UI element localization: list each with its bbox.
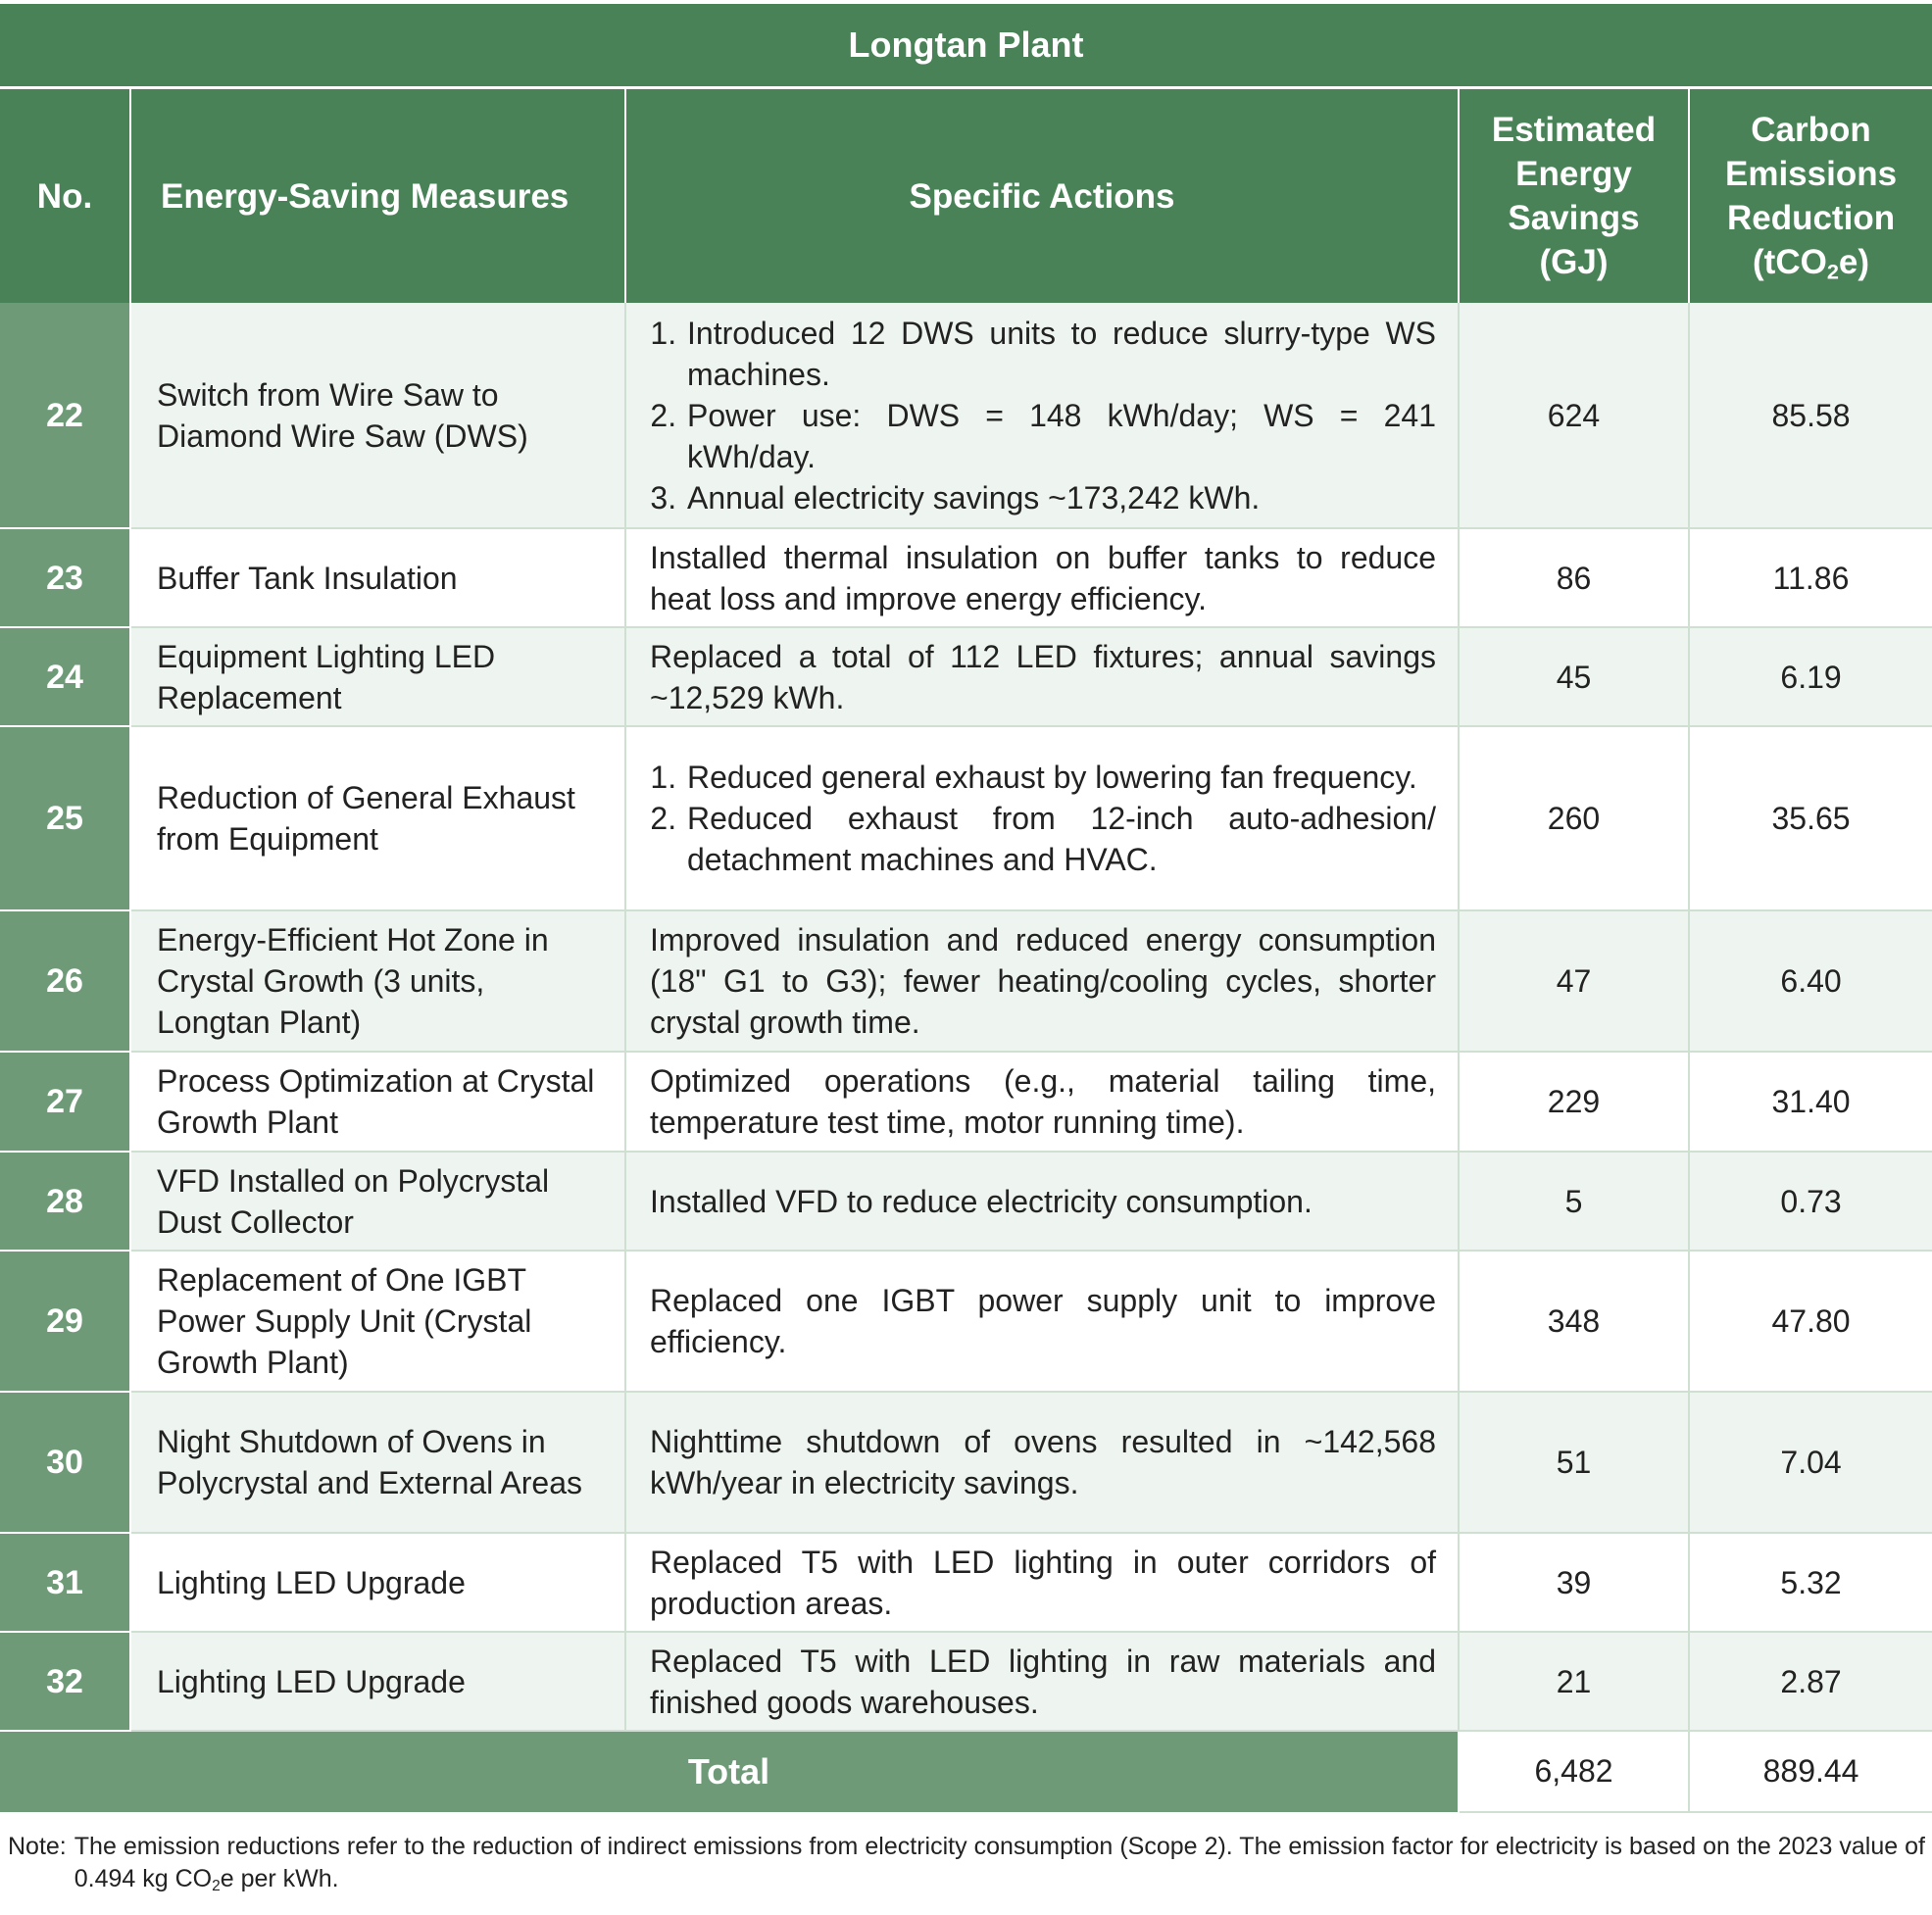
measure-cell: Reduction of General Exhaust from Equipment: [130, 726, 625, 910]
carbon-reduction-cell: 35.65: [1689, 726, 1932, 910]
measure-cell: Process Optimization at Crystal Growth Plant: [130, 1052, 625, 1152]
action-item: 1. Reduced general exhaust by lowering fan frequency.: [685, 757, 1436, 798]
table-row: [0, 528, 1932, 627]
carbon-reduction-cell: 0.73: [1689, 1152, 1932, 1251]
energy-savings-cell: 39: [1459, 1533, 1689, 1632]
table-row: [0, 910, 1932, 1052]
actions-cell: Replaced T5 with LED lighting in raw materials and finished goods warehouses.: [625, 1632, 1459, 1731]
row-number: 23: [0, 528, 130, 627]
row-number: 25: [0, 726, 130, 910]
total-energy-savings: 6,482: [1459, 1731, 1689, 1812]
table-row: [0, 303, 1932, 528]
row-number: 26: [0, 910, 130, 1052]
energy-savings-cell: 45: [1459, 627, 1689, 726]
table-row: [0, 1251, 1932, 1392]
header-carbon: Carbon Emissions Reduction (tCO$_2$e): [1689, 88, 1932, 304]
action-item: 3. Annual electricity savings ~173,242 kWh.: [685, 477, 1436, 518]
actions-cell: Replaced T5 with LED lighting in outer corridors of production areas.: [625, 1533, 1459, 1632]
row-number: 22: [0, 303, 130, 528]
action-item: 2. Reduced exhaust from 12-inch auto-adhesion/ detachment machines and HVAC.: [685, 798, 1436, 880]
carbon-reduction-cell: 11.86: [1689, 528, 1932, 627]
energy-savings-cell: 51: [1459, 1392, 1689, 1533]
energy-savings-cell: 86: [1459, 528, 1689, 627]
header-actions: Specific Actions: [625, 88, 1459, 304]
table-row: [0, 1533, 1932, 1632]
energy-savings-cell: 47: [1459, 910, 1689, 1052]
row-number: 32: [0, 1632, 130, 1731]
actions-cell: Replaced a total of 112 LED fixtures; annual savings ~12,529 kWh.: [625, 627, 1459, 726]
carbon-reduction-cell: 2.87: [1689, 1632, 1932, 1731]
header-no: No.: [0, 88, 130, 304]
carbon-reduction-cell: 7.04: [1689, 1392, 1932, 1533]
carbon-reduction-cell: 6.19: [1689, 627, 1932, 726]
total-carbon-reduction: 889.44: [1689, 1731, 1932, 1812]
measure-cell: Night Shutdown of Ovens in Polycrystal and External Areas: [130, 1392, 625, 1533]
carbon-reduction-cell: 6.40: [1689, 910, 1932, 1052]
row-number: 24: [0, 627, 130, 726]
header-row: [0, 88, 1932, 304]
table-row: [0, 1632, 1932, 1731]
carbon-reduction-cell: 85.58: [1689, 303, 1932, 528]
energy-savings-cell: 229: [1459, 1052, 1689, 1152]
energy-savings-cell: 624: [1459, 303, 1689, 528]
carbon-reduction-cell: 47.80: [1689, 1251, 1932, 1392]
measure-cell: VFD Installed on Polycrystal Dust Collector: [130, 1152, 625, 1251]
measure-cell: Lighting LED Upgrade: [130, 1533, 625, 1632]
row-number: 29: [0, 1251, 130, 1392]
energy-savings-cell: 5: [1459, 1152, 1689, 1251]
carbon-reduction-cell: 31.40: [1689, 1052, 1932, 1152]
total-label: Total: [0, 1731, 1459, 1812]
measure-cell: Equipment Lighting LED Replacement: [130, 627, 625, 726]
footnote: [8, 1831, 1925, 1895]
action-item: 1. Introduced 12 DWS units to reduce slurry-type WS machines.: [685, 313, 1436, 395]
actions-cell: Replaced one IGBT power supply unit to improve efficiency.: [625, 1251, 1459, 1392]
table-title: Longtan Plant: [0, 4, 1932, 88]
header-energy: Estimated Energy Savings (GJ): [1459, 88, 1689, 304]
row-number: 27: [0, 1052, 130, 1152]
table-row: [0, 1052, 1932, 1152]
energy-savings-cell: 260: [1459, 726, 1689, 910]
header-measure: Energy-Saving Measures: [130, 88, 625, 304]
actions-cell: [625, 726, 1459, 910]
table-row: [0, 1152, 1932, 1251]
table-row: [0, 726, 1932, 910]
measure-cell: Lighting LED Upgrade: [130, 1632, 625, 1731]
energy-savings-table: [0, 4, 1932, 1813]
energy-savings-cell: 348: [1459, 1251, 1689, 1392]
actions-cell: Installed thermal insulation on buffer tanks to reduce heat loss and improve energy efficiency.: [625, 528, 1459, 627]
action-item: 2. Power use: DWS = 148 kWh/day; WS = 241 kWh/day.: [685, 395, 1436, 477]
measure-cell: Replacement of One IGBT Power Supply Unit (Crystal Growth Plant): [130, 1251, 625, 1392]
measure-cell: Energy-Efficient Hot Zone in Crystal Growth (3 units, Longtan Plant): [130, 910, 625, 1052]
carbon-reduction-cell: 5.32: [1689, 1533, 1932, 1632]
measure-cell: Buffer Tank Insulation: [130, 528, 625, 627]
footnote-label: Note:: [8, 1833, 67, 1860]
row-number: 30: [0, 1392, 130, 1533]
actions-cell: Installed VFD to reduce electricity consumption.: [625, 1152, 1459, 1251]
actions-cell: Improved insulation and reduced energy consumption (18" G1 to G3); fewer heating/cooling cycles, shorter crystal growth time.: [625, 910, 1459, 1052]
measure-cell: Switch from Wire Saw to Diamond Wire Saw (DWS): [130, 303, 625, 528]
row-number: 31: [0, 1533, 130, 1632]
table-row: [0, 627, 1932, 726]
energy-savings-cell: 21: [1459, 1632, 1689, 1731]
footnote-text: The emission reductions refer to the reduction of indirect emissions from electricity consumption (Scope 2). The emission factor for electricity is based on the 2023 value of 0.494 kg $CO_2e$ per kWh.: [74, 1833, 1925, 1894]
table-row: [0, 1392, 1932, 1533]
row-number: 28: [0, 1152, 130, 1251]
actions-cell: [625, 303, 1459, 528]
total-row: [0, 1731, 1932, 1812]
actions-cell: Optimized operations (e.g., material tailing time, temperature test time, motor running time).: [625, 1052, 1459, 1152]
actions-cell: Nighttime shutdown of ovens resulted in ~142,568 kWh/year in electricity savings.: [625, 1392, 1459, 1533]
